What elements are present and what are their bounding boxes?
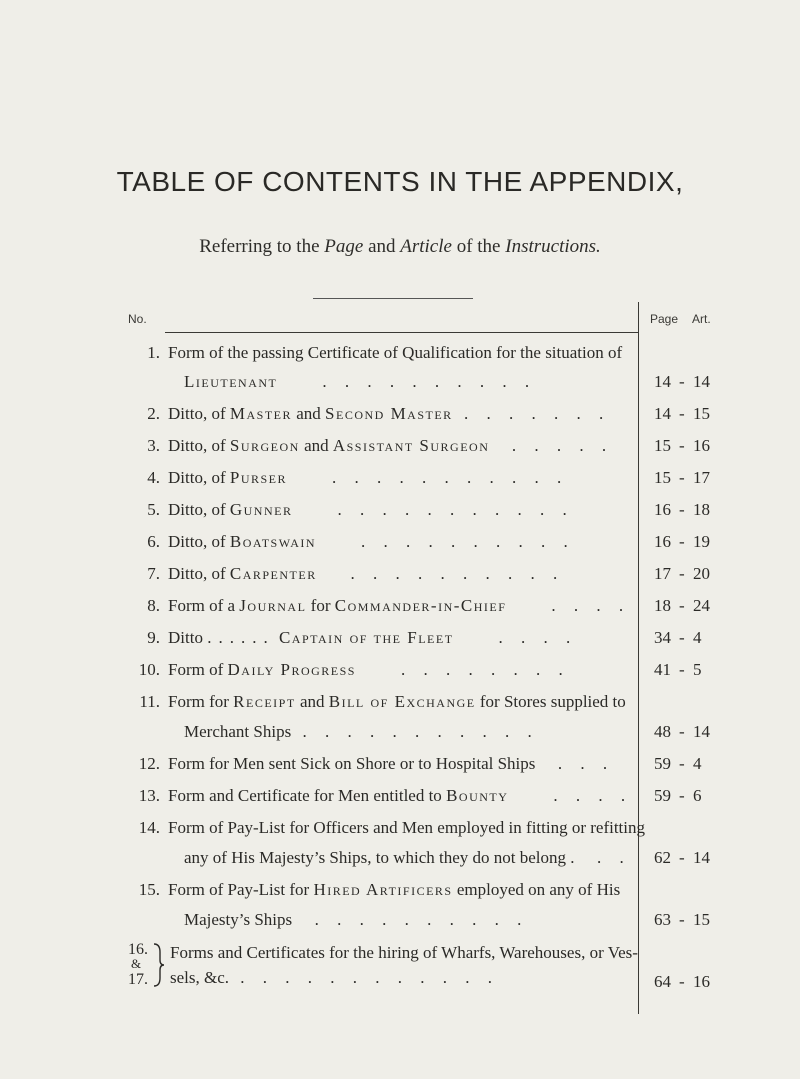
column-header-art: Art. [692,312,711,326]
list-number-ampersand: & [131,956,142,971]
page-subtitle: Referring to the Page and Article of the Instructions. [199,236,601,257]
column-rule [638,302,639,1014]
brace-icon [152,942,166,988]
title-divider [313,298,473,299]
header-rule [165,332,638,333]
column-header-no: No. [128,312,147,326]
column-header-page: Page [650,312,679,326]
appendix-contents-page: TABLE OF CONTENTS IN THE APPENDIX, Referring to the Page and Article of the Instructions. No. Page Art. 1. Form of the passing Certificate of Qualification for the situation of Lieutenant . . . . . . . . . . 14 - 14 2. Ditto, of Master and Second Master . . . . . . . 14 - 15 3. Ditto, of Surgeon and Assistant Surgeon . . . . . 15 - 16 4. Ditto, of Purser . . . . . . . . . . . 15 - 17 5. Ditto, of Gunner . . . . . . . . . . . 16 - 18 6. Ditto, of Boatswain . . . . . . . . . . 16 - 19 7. Ditto, of Carpenter . . . . . . . . . . 17 - 20 8. Form of a Journal for Commander-in-Chief . . . . 18 - 24 9. Ditto ...... Captain of the Fleet . . . . 34 - 4 10. Form of Daily Progress . . . . . . . . 41 - 5 11. Form for Receipt and Bill of Exchange for Stores supplied to Merchant Ships . . . . . . . . . . . 48 - 14 12. Form for Men sent Sick on Shore or to Hospital Ships . . . 59 - 4 13. Form and Certificate for Men entitled to Bounty . . . . 59 - 6 14. Form of Pay-List for Officers and Men employed in fitting or refitting any of His Majesty’s Ships, to which they do not belong . . . 62 - 14 15. Form of Pay-List for Hired Artificers employed on any of His Majesty’s Ships . . . . . . . . . . 63 - 15 16. & 17. Forms and Certificates for the hiring of Wharfs, Warehouses, or Ves- sels, &c. . . . . . . . . . . . . 64 - 16 [0,0,800,1079]
list-number: 17. [128,971,148,988]
page-title: TABLE OF CONTENTS IN THE APPENDIX, [116,166,684,197]
list-number: 16. [128,941,148,958]
